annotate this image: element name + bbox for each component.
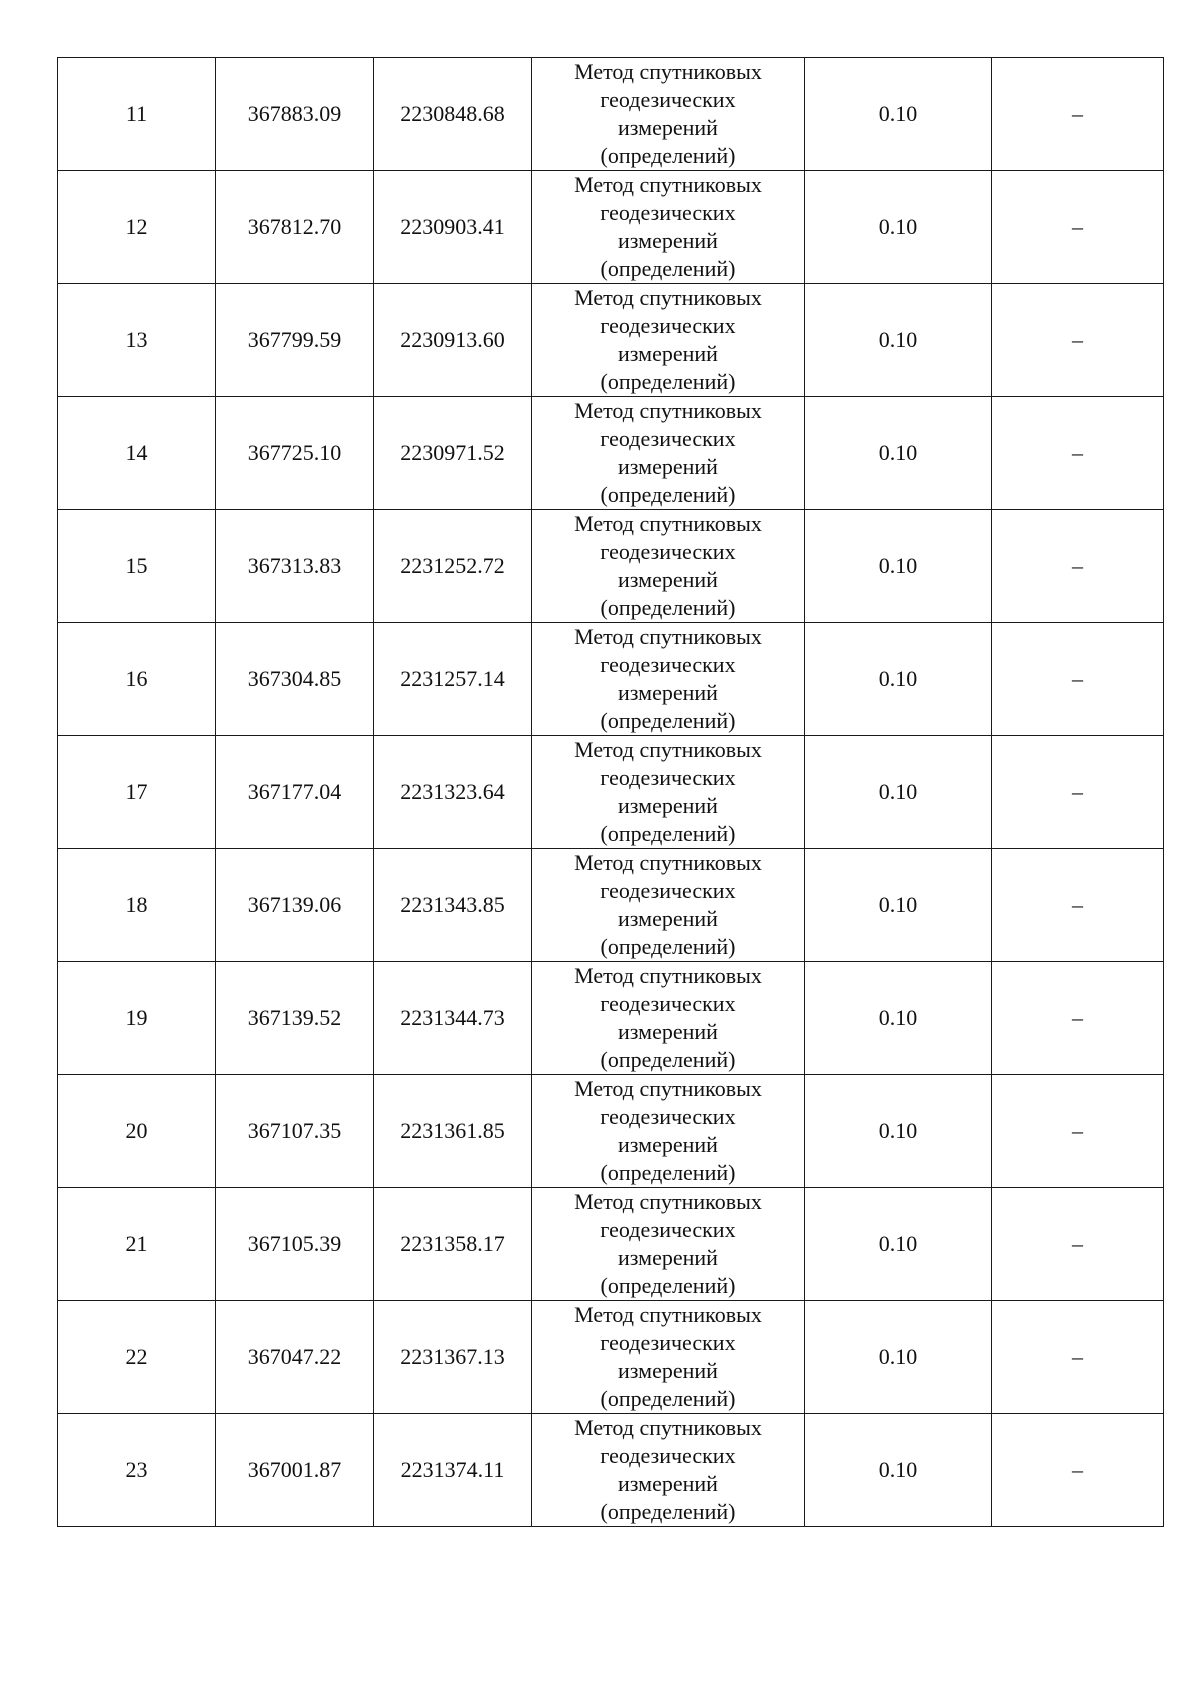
method-line: (определений) xyxy=(600,934,736,959)
point-number-cell: 17 xyxy=(58,736,216,849)
method-line: Метод спутниковых xyxy=(574,737,762,762)
method-cell xyxy=(532,58,805,171)
point-number-cell: 14 xyxy=(58,397,216,510)
x-coordinate-cell: 367105.39 xyxy=(216,1188,374,1301)
extra-cell: – xyxy=(992,1414,1164,1527)
accuracy-cell: 0.10 xyxy=(805,1075,992,1188)
table-row xyxy=(58,58,1164,171)
y-coordinate-cell: 2231343.85 xyxy=(374,849,532,962)
x-coordinate-cell: 367139.06 xyxy=(216,849,374,962)
table-row xyxy=(58,284,1164,397)
point-number-cell: 18 xyxy=(58,849,216,962)
extra-cell: – xyxy=(992,58,1164,171)
method-cell xyxy=(532,736,805,849)
table-row xyxy=(58,171,1164,284)
method-line: Метод спутниковых xyxy=(574,963,762,988)
method-cell xyxy=(532,397,805,510)
method-line: геодезических xyxy=(600,1217,736,1242)
extra-cell: – xyxy=(992,1075,1164,1188)
method-line: геодезических xyxy=(600,765,736,790)
method-line: (определений) xyxy=(600,821,736,846)
method-line: геодезических xyxy=(600,991,736,1016)
method-line: геодезических xyxy=(600,426,736,451)
extra-cell: – xyxy=(992,397,1164,510)
coordinates-table xyxy=(57,57,1164,1527)
y-coordinate-cell: 2231374.11 xyxy=(374,1414,532,1527)
method-line: измерений xyxy=(618,115,718,140)
method-line: измерений xyxy=(618,1245,718,1270)
accuracy-cell: 0.10 xyxy=(805,397,992,510)
method-line: измерений xyxy=(618,1471,718,1496)
method-line: геодезических xyxy=(600,313,736,338)
accuracy-cell: 0.10 xyxy=(805,1414,992,1527)
method-line: (определений) xyxy=(600,143,736,168)
point-number-cell: 23 xyxy=(58,1414,216,1527)
method-line: (определений) xyxy=(600,1386,736,1411)
point-number-cell: 12 xyxy=(58,171,216,284)
extra-cell: – xyxy=(992,962,1164,1075)
x-coordinate-cell: 367304.85 xyxy=(216,623,374,736)
point-number-cell: 15 xyxy=(58,510,216,623)
method-line: (определений) xyxy=(600,1160,736,1185)
y-coordinate-cell: 2231323.64 xyxy=(374,736,532,849)
method-line: (определений) xyxy=(600,1047,736,1072)
table-row xyxy=(58,736,1164,849)
method-cell xyxy=(532,1075,805,1188)
method-cell xyxy=(532,284,805,397)
method-cell xyxy=(532,171,805,284)
method-cell xyxy=(532,849,805,962)
y-coordinate-cell: 2230903.41 xyxy=(374,171,532,284)
method-line: измерений xyxy=(618,1132,718,1157)
method-line: Метод спутниковых xyxy=(574,59,762,84)
method-cell xyxy=(532,1301,805,1414)
point-number-cell: 20 xyxy=(58,1075,216,1188)
extra-cell: – xyxy=(992,849,1164,962)
accuracy-cell: 0.10 xyxy=(805,962,992,1075)
method-line: (определений) xyxy=(600,1499,736,1524)
method-line: измерений xyxy=(618,793,718,818)
accuracy-cell: 0.10 xyxy=(805,1188,992,1301)
x-coordinate-cell: 367139.52 xyxy=(216,962,374,1075)
y-coordinate-cell: 2230913.60 xyxy=(374,284,532,397)
method-line: геодезических xyxy=(600,1443,736,1468)
method-line: Метод спутниковых xyxy=(574,285,762,310)
method-line: Метод спутниковых xyxy=(574,624,762,649)
accuracy-cell: 0.10 xyxy=(805,510,992,623)
extra-cell: – xyxy=(992,623,1164,736)
method-cell xyxy=(532,962,805,1075)
table-row xyxy=(58,1414,1164,1527)
y-coordinate-cell: 2231257.14 xyxy=(374,623,532,736)
y-coordinate-cell: 2231361.85 xyxy=(374,1075,532,1188)
accuracy-cell: 0.10 xyxy=(805,849,992,962)
method-line: измерений xyxy=(618,680,718,705)
method-line: измерений xyxy=(618,341,718,366)
method-line: Метод спутниковых xyxy=(574,850,762,875)
table-row xyxy=(58,1188,1164,1301)
table-row xyxy=(58,623,1164,736)
method-line: Метод спутниковых xyxy=(574,172,762,197)
y-coordinate-cell: 2230971.52 xyxy=(374,397,532,510)
extra-cell: – xyxy=(992,171,1164,284)
x-coordinate-cell: 367799.59 xyxy=(216,284,374,397)
table-row xyxy=(58,849,1164,962)
method-line: (определений) xyxy=(600,1273,736,1298)
y-coordinate-cell: 2231358.17 xyxy=(374,1188,532,1301)
method-cell xyxy=(532,1188,805,1301)
table-row xyxy=(58,510,1164,623)
method-line: Метод спутниковых xyxy=(574,1189,762,1214)
method-line: измерений xyxy=(618,454,718,479)
x-coordinate-cell: 367812.70 xyxy=(216,171,374,284)
method-line: Метод спутниковых xyxy=(574,1076,762,1101)
accuracy-cell: 0.10 xyxy=(805,623,992,736)
method-cell xyxy=(532,1414,805,1527)
y-coordinate-cell: 2231252.72 xyxy=(374,510,532,623)
method-line: измерений xyxy=(618,1019,718,1044)
accuracy-cell: 0.10 xyxy=(805,736,992,849)
method-line: измерений xyxy=(618,228,718,253)
table-row xyxy=(58,1301,1164,1414)
coordinates-table-body xyxy=(58,58,1164,1527)
accuracy-cell: 0.10 xyxy=(805,1301,992,1414)
method-line: измерений xyxy=(618,567,718,592)
method-line: геодезических xyxy=(600,878,736,903)
method-cell xyxy=(532,623,805,736)
x-coordinate-cell: 367725.10 xyxy=(216,397,374,510)
method-line: Метод спутниковых xyxy=(574,1302,762,1327)
method-line: геодезических xyxy=(600,1104,736,1129)
y-coordinate-cell: 2231344.73 xyxy=(374,962,532,1075)
method-line: геодезических xyxy=(600,652,736,677)
method-cell xyxy=(532,510,805,623)
method-line: Метод спутниковых xyxy=(574,398,762,423)
point-number-cell: 22 xyxy=(58,1301,216,1414)
accuracy-cell: 0.10 xyxy=(805,171,992,284)
point-number-cell: 21 xyxy=(58,1188,216,1301)
method-line: Метод спутниковых xyxy=(574,1415,762,1440)
accuracy-cell: 0.10 xyxy=(805,284,992,397)
method-line: геодезических xyxy=(600,87,736,112)
y-coordinate-cell: 2231367.13 xyxy=(374,1301,532,1414)
method-line: геодезических xyxy=(600,1330,736,1355)
table-row xyxy=(58,1075,1164,1188)
method-line: (определений) xyxy=(600,369,736,394)
point-number-cell: 11 xyxy=(58,58,216,171)
point-number-cell: 19 xyxy=(58,962,216,1075)
x-coordinate-cell: 367047.22 xyxy=(216,1301,374,1414)
extra-cell: – xyxy=(992,736,1164,849)
table-row xyxy=(58,962,1164,1075)
accuracy-cell: 0.10 xyxy=(805,58,992,171)
x-coordinate-cell: 367883.09 xyxy=(216,58,374,171)
point-number-cell: 13 xyxy=(58,284,216,397)
method-line: (определений) xyxy=(600,256,736,281)
x-coordinate-cell: 367313.83 xyxy=(216,510,374,623)
method-line: измерений xyxy=(618,1358,718,1383)
table-row xyxy=(58,397,1164,510)
y-coordinate-cell: 2230848.68 xyxy=(374,58,532,171)
x-coordinate-cell: 367177.04 xyxy=(216,736,374,849)
extra-cell: – xyxy=(992,284,1164,397)
x-coordinate-cell: 367107.35 xyxy=(216,1075,374,1188)
x-coordinate-cell: 367001.87 xyxy=(216,1414,374,1527)
extra-cell: – xyxy=(992,510,1164,623)
method-line: геодезических xyxy=(600,539,736,564)
method-line: геодезических xyxy=(600,200,736,225)
method-line: (определений) xyxy=(600,595,736,620)
method-line: (определений) xyxy=(600,482,736,507)
extra-cell: – xyxy=(992,1301,1164,1414)
method-line: (определений) xyxy=(600,708,736,733)
extra-cell: – xyxy=(992,1188,1164,1301)
method-line: Метод спутниковых xyxy=(574,511,762,536)
point-number-cell: 16 xyxy=(58,623,216,736)
method-line: измерений xyxy=(618,906,718,931)
